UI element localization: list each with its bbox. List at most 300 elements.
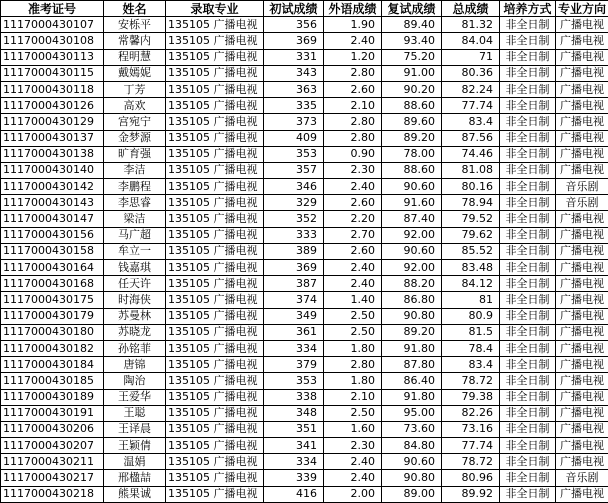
- cell-study-mode: 非全日制: [500, 373, 556, 389]
- table-row: [1, 211, 608, 227]
- cell-total-score: 82.24: [442, 81, 500, 97]
- cell-study-mode: 非全日制: [500, 260, 556, 276]
- cell-total-score: 89.92: [442, 486, 500, 502]
- cell-direction: 广播电视: [556, 33, 608, 49]
- cell-initial-score: 369: [264, 33, 324, 49]
- cell-name: 牟立一: [104, 243, 166, 259]
- cell-major: 135105 广播电视: [166, 98, 264, 114]
- table-row: [1, 114, 608, 130]
- cell-exam-id: 1117000430207: [1, 438, 104, 454]
- cell-name: 陶治: [104, 373, 166, 389]
- cell-direction: 广播电视: [556, 211, 608, 227]
- cell-retest-score: 75.20: [382, 49, 442, 65]
- cell-exam-id: 1117000430142: [1, 179, 104, 195]
- cell-initial-score: 349: [264, 308, 324, 324]
- cell-initial-score: 351: [264, 421, 324, 437]
- cell-exam-id: 1117000430115: [1, 65, 104, 81]
- cell-study-mode: 非全日制: [500, 389, 556, 405]
- cell-study-mode: 非全日制: [500, 324, 556, 340]
- cell-initial-score: 343: [264, 65, 324, 81]
- cell-initial-score: 341: [264, 438, 324, 454]
- cell-retest-score: 88.60: [382, 162, 442, 178]
- cell-retest-score: 90.60: [382, 179, 442, 195]
- cell-language-score: 2.80: [324, 114, 382, 130]
- cell-name: 任天许: [104, 276, 166, 292]
- cell-language-score: 0.90: [324, 146, 382, 162]
- cell-retest-score: 89.00: [382, 486, 442, 502]
- cell-total-score: 80.36: [442, 65, 500, 81]
- header-name: 姓名: [104, 1, 166, 17]
- cell-name: 李洁: [104, 162, 166, 178]
- cell-major: 135105 广播电视: [166, 454, 264, 470]
- cell-retest-score: 95.00: [382, 405, 442, 421]
- cell-retest-score: 86.40: [382, 373, 442, 389]
- cell-retest-score: 91.00: [382, 65, 442, 81]
- header-row: [1, 1, 608, 17]
- cell-exam-id: 1117000430138: [1, 146, 104, 162]
- cell-direction: 音乐剧: [556, 179, 608, 195]
- cell-language-score: 2.50: [324, 308, 382, 324]
- cell-retest-score: 89.20: [382, 324, 442, 340]
- cell-study-mode: 非全日制: [500, 438, 556, 454]
- table-row: [1, 179, 608, 195]
- cell-exam-id: 1117000430107: [1, 17, 104, 33]
- cell-major: 135105 广播电视: [166, 243, 264, 259]
- cell-major: 135105 广播电视: [166, 340, 264, 356]
- table-row: [1, 243, 608, 259]
- cell-retest-score: 87.40: [382, 211, 442, 227]
- cell-initial-score: 356: [264, 17, 324, 33]
- cell-direction: 广播电视: [556, 260, 608, 276]
- cell-total-score: 83.4: [442, 114, 500, 130]
- cell-exam-id: 1117000430179: [1, 308, 104, 324]
- cell-exam-id: 1117000430156: [1, 227, 104, 243]
- cell-major: 135105 广播电视: [166, 17, 264, 33]
- cell-exam-id: 1117000430143: [1, 195, 104, 211]
- cell-initial-score: 363: [264, 81, 324, 97]
- cell-language-score: 2.80: [324, 357, 382, 373]
- cell-retest-score: 89.60: [382, 114, 442, 130]
- table-row: [1, 340, 608, 356]
- cell-total-score: 81: [442, 292, 500, 308]
- cell-language-score: 2.40: [324, 260, 382, 276]
- table-row: [1, 276, 608, 292]
- cell-retest-score: 90.60: [382, 243, 442, 259]
- cell-study-mode: 非全日制: [500, 98, 556, 114]
- cell-initial-score: 338: [264, 389, 324, 405]
- cell-initial-score: 373: [264, 114, 324, 130]
- cell-major: 135105 广播电视: [166, 373, 264, 389]
- cell-language-score: 2.10: [324, 98, 382, 114]
- cell-initial-score: 409: [264, 130, 324, 146]
- cell-direction: 广播电视: [556, 276, 608, 292]
- cell-study-mode: 非全日制: [500, 227, 556, 243]
- cell-exam-id: 1117000430118: [1, 81, 104, 97]
- cell-major: 135105 广播电视: [166, 162, 264, 178]
- cell-direction: 广播电视: [556, 373, 608, 389]
- cell-name: 王爱华: [104, 389, 166, 405]
- cell-exam-id: 1117000430158: [1, 243, 104, 259]
- cell-exam-id: 1117000430126: [1, 98, 104, 114]
- cell-name: 李鹏程: [104, 179, 166, 195]
- cell-total-score: 81.5: [442, 324, 500, 340]
- cell-retest-score: 90.80: [382, 308, 442, 324]
- cell-total-score: 82.26: [442, 405, 500, 421]
- cell-name: 丁芳: [104, 81, 166, 97]
- cell-retest-score: 91.60: [382, 195, 442, 211]
- cell-major: 135105 广播电视: [166, 130, 264, 146]
- cell-total-score: 73.16: [442, 421, 500, 437]
- cell-exam-id: 1117000430175: [1, 292, 104, 308]
- cell-language-score: 1.40: [324, 292, 382, 308]
- cell-language-score: 2.10: [324, 389, 382, 405]
- cell-total-score: 78.4: [442, 340, 500, 356]
- cell-exam-id: 1117000430180: [1, 324, 104, 340]
- cell-total-score: 77.74: [442, 438, 500, 454]
- header-major: 录取专业: [166, 1, 264, 17]
- cell-total-score: 84.12: [442, 276, 500, 292]
- cell-major: 135105 广播电视: [166, 227, 264, 243]
- cell-name: 旷育强: [104, 146, 166, 162]
- cell-major: 135105 广播电视: [166, 65, 264, 81]
- cell-language-score: 2.40: [324, 179, 382, 195]
- table-row: [1, 17, 608, 33]
- cell-initial-score: 331: [264, 49, 324, 65]
- cell-exam-id: 1117000430108: [1, 33, 104, 49]
- cell-exam-id: 1117000430185: [1, 373, 104, 389]
- cell-initial-score: 387: [264, 276, 324, 292]
- header-study-mode: 培养方式: [500, 1, 556, 17]
- cell-major: 135105 广播电视: [166, 179, 264, 195]
- table-row: [1, 162, 608, 178]
- table-row: [1, 421, 608, 437]
- cell-retest-score: 91.80: [382, 340, 442, 356]
- table-row: [1, 260, 608, 276]
- cell-study-mode: 非全日制: [500, 17, 556, 33]
- table-row: [1, 292, 608, 308]
- cell-major: 135105 广播电视: [166, 211, 264, 227]
- cell-initial-score: 346: [264, 179, 324, 195]
- cell-direction: 广播电视: [556, 308, 608, 324]
- table-row: [1, 195, 608, 211]
- cell-language-score: 1.60: [324, 421, 382, 437]
- cell-major: 135105 广播电视: [166, 114, 264, 130]
- cell-major: 135105 广播电视: [166, 195, 264, 211]
- cell-retest-score: 89.20: [382, 130, 442, 146]
- cell-major: 135105 广播电视: [166, 308, 264, 324]
- cell-direction: 广播电视: [556, 81, 608, 97]
- cell-major: 135105 广播电视: [166, 324, 264, 340]
- cell-study-mode: 非全日制: [500, 421, 556, 437]
- cell-name: 熊果诚: [104, 486, 166, 502]
- cell-exam-id: 1117000430113: [1, 49, 104, 65]
- cell-direction: 广播电视: [556, 243, 608, 259]
- cell-language-score: 1.90: [324, 17, 382, 33]
- cell-major: 135105 广播电视: [166, 389, 264, 405]
- cell-initial-score: 353: [264, 373, 324, 389]
- table-row: [1, 33, 608, 49]
- cell-direction: 广播电视: [556, 17, 608, 33]
- cell-study-mode: 非全日制: [500, 486, 556, 502]
- cell-name: 李思睿: [104, 195, 166, 211]
- cell-direction: 广播电视: [556, 292, 608, 308]
- cell-direction: 广播电视: [556, 162, 608, 178]
- cell-total-score: 83.48: [442, 260, 500, 276]
- cell-language-score: 2.80: [324, 65, 382, 81]
- cell-language-score: 2.00: [324, 486, 382, 502]
- cell-total-score: 80.9: [442, 308, 500, 324]
- cell-study-mode: 非全日制: [500, 292, 556, 308]
- cell-study-mode: 非全日制: [500, 33, 556, 49]
- cell-study-mode: 非全日制: [500, 179, 556, 195]
- header-retest-score: 复试成绩: [382, 1, 442, 17]
- cell-retest-score: 90.80: [382, 470, 442, 486]
- cell-exam-id: 1117000430140: [1, 162, 104, 178]
- cell-exam-id: 1117000430137: [1, 130, 104, 146]
- cell-initial-score: 335: [264, 98, 324, 114]
- cell-study-mode: 非全日制: [500, 243, 556, 259]
- cell-total-score: 79.62: [442, 227, 500, 243]
- cell-direction: 广播电视: [556, 49, 608, 65]
- cell-direction: 广播电视: [556, 130, 608, 146]
- cell-name: 戴嫣妮: [104, 65, 166, 81]
- cell-name: 马广超: [104, 227, 166, 243]
- table-row: [1, 373, 608, 389]
- cell-major: 135105 广播电视: [166, 438, 264, 454]
- cell-name: 王译晨: [104, 421, 166, 437]
- cell-direction: 广播电视: [556, 340, 608, 356]
- cell-retest-score: 88.60: [382, 98, 442, 114]
- table-row: [1, 308, 608, 324]
- cell-language-score: 2.80: [324, 130, 382, 146]
- cell-name: 安栎平: [104, 17, 166, 33]
- cell-study-mode: 非全日制: [500, 454, 556, 470]
- cell-direction: 广播电视: [556, 65, 608, 81]
- cell-study-mode: 非全日制: [500, 405, 556, 421]
- cell-total-score: 77.74: [442, 98, 500, 114]
- cell-direction: 音乐剧: [556, 470, 608, 486]
- cell-name: 邢楹喆: [104, 470, 166, 486]
- cell-major: 135105 广播电视: [166, 357, 264, 373]
- table-row: [1, 146, 608, 162]
- cell-initial-score: 333: [264, 227, 324, 243]
- cell-retest-score: 78.00: [382, 146, 442, 162]
- header-language-score: 外语成绩: [324, 1, 382, 17]
- cell-language-score: 2.30: [324, 438, 382, 454]
- cell-exam-id: 1117000430147: [1, 211, 104, 227]
- cell-total-score: 78.94: [442, 195, 500, 211]
- cell-retest-score: 86.80: [382, 292, 442, 308]
- cell-language-score: 2.40: [324, 276, 382, 292]
- header-direction: 专业方向: [556, 1, 608, 17]
- cell-major: 135105 广播电视: [166, 146, 264, 162]
- cell-initial-score: 353: [264, 146, 324, 162]
- cell-direction: 广播电视: [556, 405, 608, 421]
- cell-total-score: 85.52: [442, 243, 500, 259]
- cell-direction: 广播电视: [556, 98, 608, 114]
- cell-total-score: 80.96: [442, 470, 500, 486]
- cell-total-score: 79.38: [442, 389, 500, 405]
- cell-language-score: 2.50: [324, 405, 382, 421]
- table-row: [1, 438, 608, 454]
- cell-exam-id: 1117000430184: [1, 357, 104, 373]
- cell-direction: 广播电视: [556, 421, 608, 437]
- cell-major: 135105 广播电视: [166, 260, 264, 276]
- table-row: [1, 405, 608, 421]
- cell-study-mode: 非全日制: [500, 195, 556, 211]
- cell-language-score: 2.40: [324, 454, 382, 470]
- cell-exam-id: 1117000430189: [1, 389, 104, 405]
- cell-initial-score: 374: [264, 292, 324, 308]
- cell-total-score: 81.08: [442, 162, 500, 178]
- cell-direction: 广播电视: [556, 324, 608, 340]
- cell-direction: 音乐剧: [556, 195, 608, 211]
- table-row: [1, 98, 608, 114]
- cell-language-score: 2.20: [324, 211, 382, 227]
- cell-initial-score: 361: [264, 324, 324, 340]
- cell-name: 梁洁: [104, 211, 166, 227]
- cell-language-score: 1.20: [324, 49, 382, 65]
- cell-study-mode: 非全日制: [500, 276, 556, 292]
- cell-name: 钱嘉琪: [104, 260, 166, 276]
- cell-total-score: 80.16: [442, 179, 500, 195]
- cell-exam-id: 1117000430217: [1, 470, 104, 486]
- cell-name: 王聪: [104, 405, 166, 421]
- cell-major: 135105 广播电视: [166, 49, 264, 65]
- table-row: [1, 454, 608, 470]
- cell-total-score: 83.4: [442, 357, 500, 373]
- cell-name: 苏曼林: [104, 308, 166, 324]
- cell-study-mode: 非全日制: [500, 211, 556, 227]
- cell-language-score: 2.70: [324, 227, 382, 243]
- cell-language-score: 2.40: [324, 470, 382, 486]
- table-row: [1, 470, 608, 486]
- cell-major: 135105 广播电视: [166, 33, 264, 49]
- cell-language-score: 1.80: [324, 373, 382, 389]
- cell-initial-score: 369: [264, 260, 324, 276]
- cell-exam-id: 1117000430206: [1, 421, 104, 437]
- cell-study-mode: 非全日制: [500, 162, 556, 178]
- cell-total-score: 81.32: [442, 17, 500, 33]
- cell-initial-score: 334: [264, 340, 324, 356]
- cell-retest-score: 88.20: [382, 276, 442, 292]
- cell-name: 高欢: [104, 98, 166, 114]
- cell-direction: 广播电视: [556, 114, 608, 130]
- cell-language-score: 2.60: [324, 81, 382, 97]
- cell-study-mode: 非全日制: [500, 130, 556, 146]
- cell-major: 135105 广播电视: [166, 292, 264, 308]
- cell-study-mode: 非全日制: [500, 49, 556, 65]
- cell-study-mode: 非全日制: [500, 470, 556, 486]
- cell-retest-score: 92.00: [382, 260, 442, 276]
- cell-study-mode: 非全日制: [500, 146, 556, 162]
- cell-retest-score: 87.80: [382, 357, 442, 373]
- header-total-score: 总成绩: [442, 1, 500, 17]
- cell-total-score: 71: [442, 49, 500, 65]
- cell-initial-score: 339: [264, 470, 324, 486]
- cell-exam-id: 1117000430211: [1, 454, 104, 470]
- cell-name: 宫宛宁: [104, 114, 166, 130]
- cell-study-mode: 非全日制: [500, 308, 556, 324]
- cell-initial-score: 334: [264, 454, 324, 470]
- cell-total-score: 87.56: [442, 130, 500, 146]
- cell-initial-score: 389: [264, 243, 324, 259]
- cell-language-score: 2.60: [324, 243, 382, 259]
- cell-exam-id: 1117000430164: [1, 260, 104, 276]
- table-row: [1, 49, 608, 65]
- cell-name: 唐锦: [104, 357, 166, 373]
- cell-total-score: 79.52: [442, 211, 500, 227]
- cell-major: 135105 广播电视: [166, 421, 264, 437]
- cell-study-mode: 非全日制: [500, 65, 556, 81]
- cell-exam-id: 1117000430218: [1, 486, 104, 502]
- table-row: [1, 65, 608, 81]
- cell-major: 135105 广播电视: [166, 81, 264, 97]
- cell-name: 苏晓龙: [104, 324, 166, 340]
- table-row: [1, 227, 608, 243]
- table-row: [1, 389, 608, 405]
- cell-retest-score: 93.40: [382, 33, 442, 49]
- cell-language-score: 2.60: [324, 195, 382, 211]
- cell-study-mode: 非全日制: [500, 340, 556, 356]
- cell-major: 135105 广播电视: [166, 276, 264, 292]
- cell-retest-score: 89.40: [382, 17, 442, 33]
- cell-exam-id: 1117000430191: [1, 405, 104, 421]
- cell-name: 金梦源: [104, 130, 166, 146]
- cell-retest-score: 91.80: [382, 389, 442, 405]
- cell-retest-score: 90.60: [382, 454, 442, 470]
- table-row: [1, 81, 608, 97]
- cell-direction: 广播电视: [556, 146, 608, 162]
- cell-language-score: 2.40: [324, 33, 382, 49]
- cell-name: 孙铭菲: [104, 340, 166, 356]
- cell-name: 时海侠: [104, 292, 166, 308]
- header-exam-id: 准考证号: [1, 1, 104, 17]
- cell-total-score: 78.72: [442, 454, 500, 470]
- cell-exam-id: 1117000430168: [1, 276, 104, 292]
- cell-language-score: 1.80: [324, 340, 382, 356]
- cell-exam-id: 1117000430182: [1, 340, 104, 356]
- cell-initial-score: 379: [264, 357, 324, 373]
- cell-name: 王颖倩: [104, 438, 166, 454]
- cell-major: 135105 广播电视: [166, 486, 264, 502]
- cell-retest-score: 84.80: [382, 438, 442, 454]
- cell-direction: 广播电视: [556, 454, 608, 470]
- cell-total-score: 74.46: [442, 146, 500, 162]
- cell-initial-score: 357: [264, 162, 324, 178]
- cell-initial-score: 416: [264, 486, 324, 502]
- cell-retest-score: 90.20: [382, 81, 442, 97]
- cell-retest-score: 92.00: [382, 227, 442, 243]
- table-row: [1, 130, 608, 146]
- cell-direction: 广播电视: [556, 438, 608, 454]
- cell-initial-score: 329: [264, 195, 324, 211]
- table-row: [1, 486, 608, 502]
- cell-direction: 广播电视: [556, 227, 608, 243]
- cell-initial-score: 348: [264, 405, 324, 421]
- cell-initial-score: 352: [264, 211, 324, 227]
- cell-study-mode: 非全日制: [500, 81, 556, 97]
- cell-language-score: 2.30: [324, 162, 382, 178]
- header-initial-score: 初试成绩: [264, 1, 324, 17]
- cell-study-mode: 非全日制: [500, 114, 556, 130]
- cell-language-score: 2.50: [324, 324, 382, 340]
- cell-major: 135105 广播电视: [166, 470, 264, 486]
- cell-name: 常馨内: [104, 33, 166, 49]
- cell-direction: 广播电视: [556, 389, 608, 405]
- cell-retest-score: 73.60: [382, 421, 442, 437]
- cell-name: 温娟: [104, 454, 166, 470]
